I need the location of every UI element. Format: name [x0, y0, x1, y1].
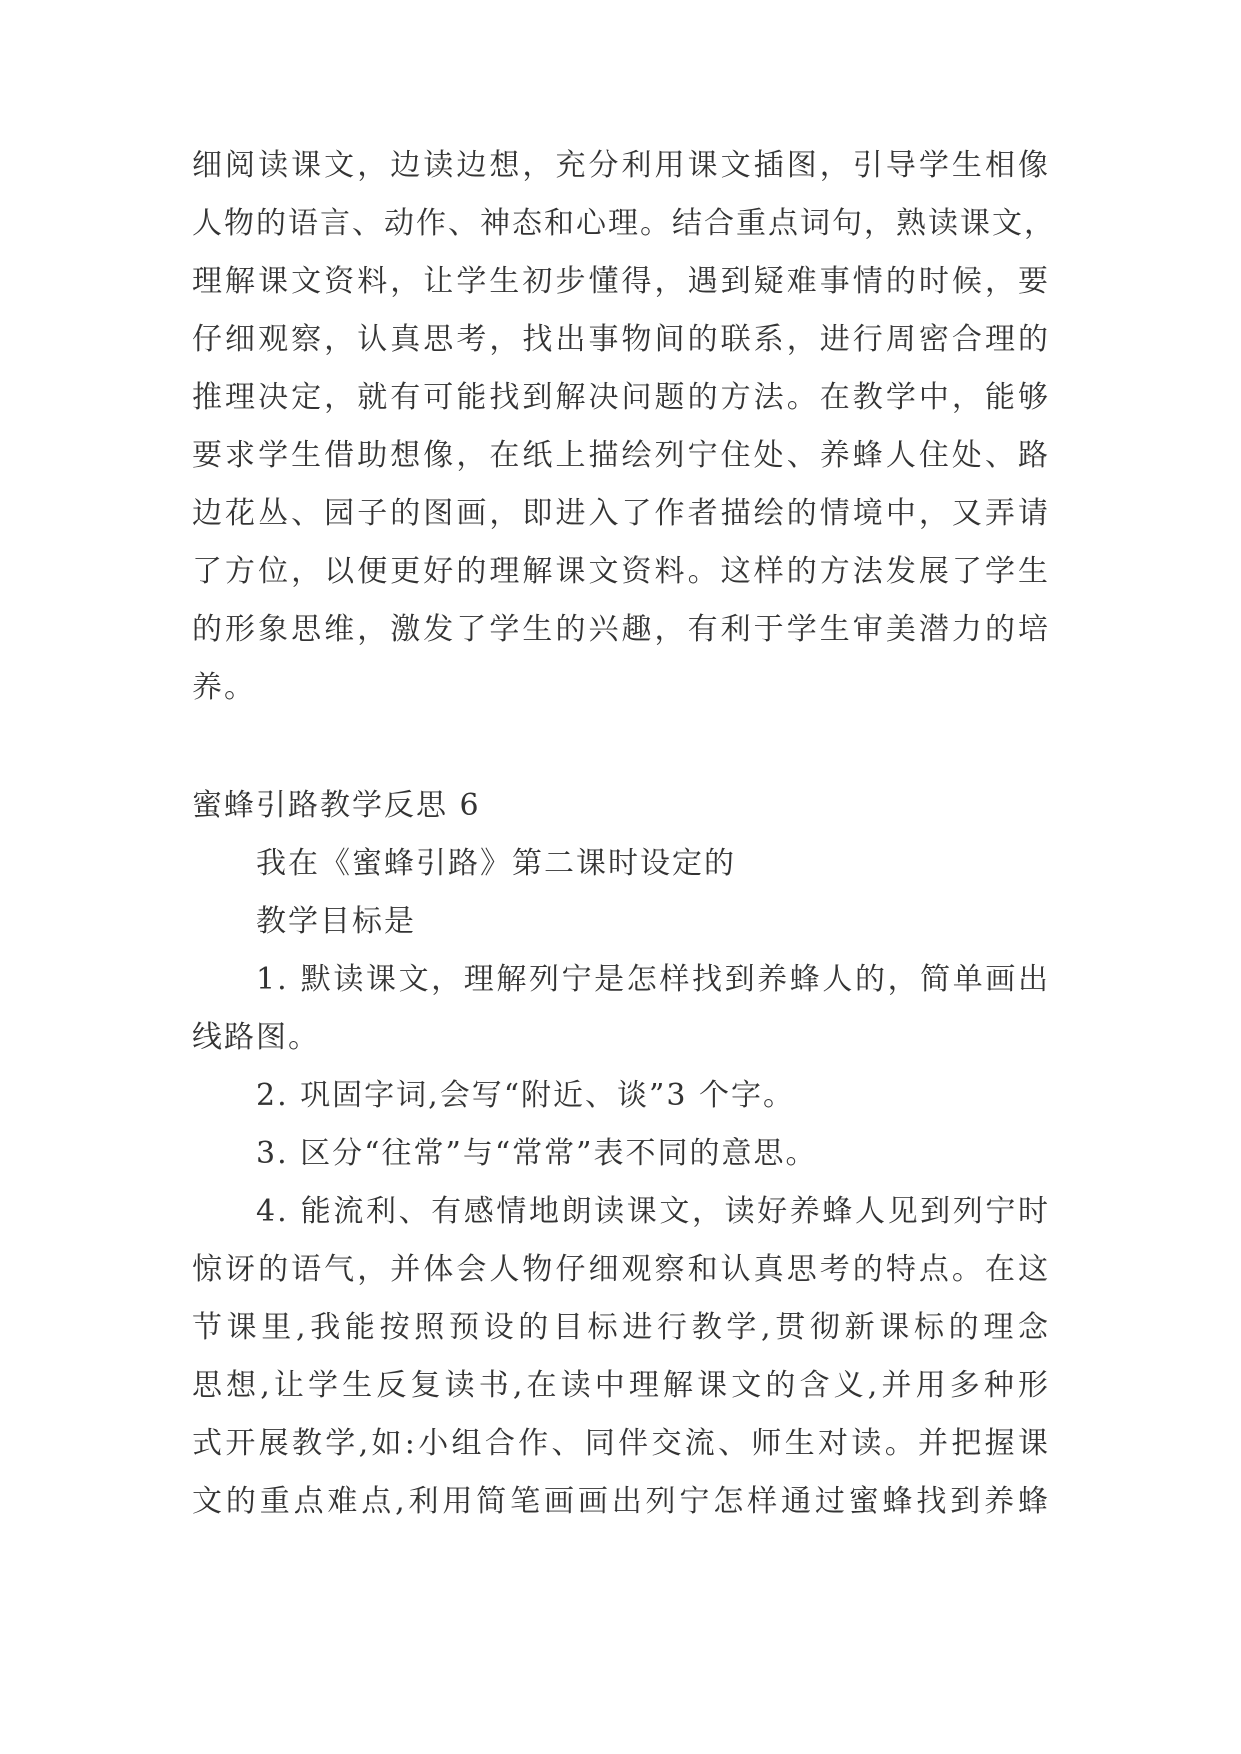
list-item-line: 4. 能流利、有感情地朗读课文，读好养蜂人见到列宁时 [256, 1194, 1050, 1229]
intro-line: 我在《蜜蜂引路》第二课时设定的 [256, 846, 736, 881]
list-item-line: 思想,让学生反复读书,在读中理解课文的含义,并用多种形 [192, 1368, 1050, 1403]
body-text-line: 人物的语言、动作、神态和心理。结合重点词句，熟读课文， [192, 206, 1056, 241]
list-item-line: 节课里,我能按照预设的目标进行教学,贯彻新课标的理念 [192, 1310, 1050, 1345]
body-text-line: 细阅读课文，边读边想，充分利用课文插图，引导学生相像 [192, 148, 1050, 183]
list-item-line: 惊讶的语气，并体会人物仔细观察和认真思考的特点。在这 [192, 1252, 1050, 1287]
body-text-line: 推理决定，就有可能找到解决问题的方法。在教学中，能够 [192, 380, 1050, 415]
body-text-line: 仔细观察，认真思考，找出事物间的联系，进行周密合理的 [192, 322, 1050, 357]
list-item-line: 2. 巩固字词,会写“附近、谈”3 个字。 [256, 1078, 795, 1113]
list-item-line: 式开展教学,如:小组合作、同伴交流、师生对读。并把握课 [192, 1426, 1050, 1461]
body-text-line: 理解课文资料，让学生初步懂得，遇到疑难事情的时候，要 [192, 264, 1050, 299]
list-item-line: 3. 区分“往常”与“常常”表不同的意思。 [256, 1136, 818, 1171]
section-title: 蜜蜂引路教学反思 6 [192, 788, 481, 823]
body-text-line: 边花丛、园子的图画，即进入了作者描绘的情境中，又弄请 [192, 496, 1050, 531]
list-item-line: 1. 默读课文，理解列宁是怎样找到养蜂人的，简单画出 [256, 962, 1050, 997]
intro-line: 教学目标是 [256, 904, 416, 939]
body-text-line: 了方位，以便更好的理解课文资料。这样的方法发展了学生 [192, 554, 1050, 589]
body-text-line: 要求学生借助想像，在纸上描绘列宁住处、养蜂人住处、路 [192, 438, 1050, 473]
list-item-line: 线路图。 [192, 1020, 320, 1055]
body-text-line: 养。 [192, 670, 256, 705]
list-item-line: 文的重点难点,利用简笔画画出列宁怎样通过蜜蜂找到养蜂 [192, 1484, 1050, 1519]
body-text-line: 的形象思维，激发了学生的兴趣，有利于学生审美潜力的培 [192, 612, 1050, 647]
